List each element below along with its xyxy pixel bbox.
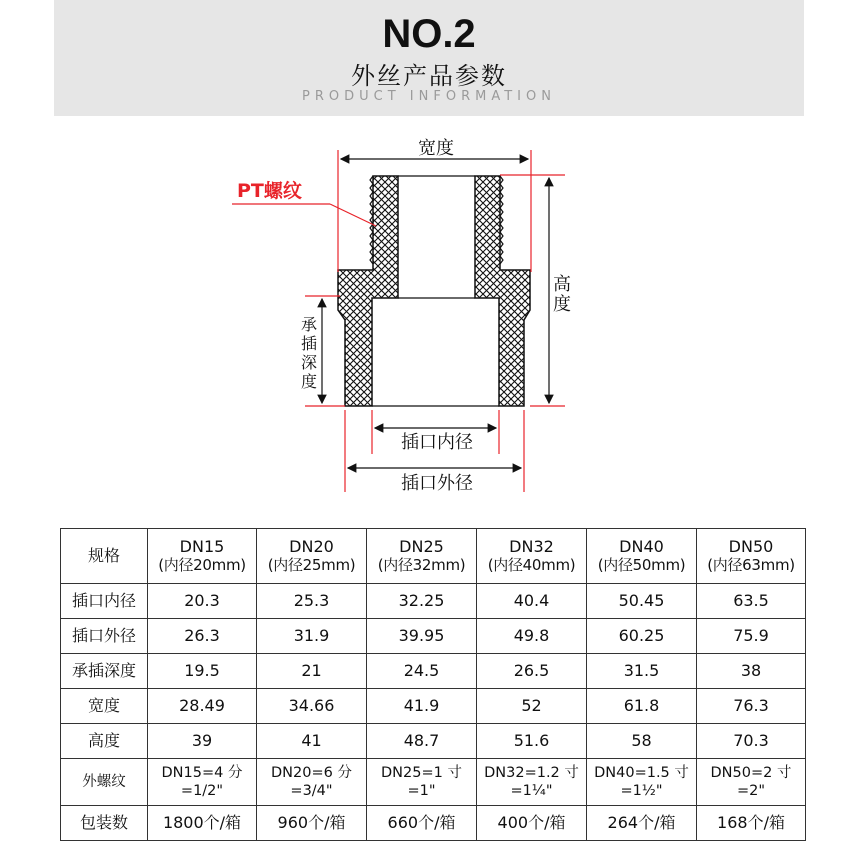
table-row (61, 724, 806, 759)
column-dn: DN32 (509, 537, 554, 556)
table-row (61, 654, 806, 689)
column-bore: (内径32mm) (377, 556, 466, 574)
table-cell: 26.3 (148, 619, 257, 654)
thread-size: DN20=6 分 (271, 765, 352, 781)
table-cell: 400个/箱 (477, 806, 587, 841)
table-cell (587, 759, 697, 806)
column-header (587, 529, 697, 584)
column-dn: DN20 (289, 537, 334, 556)
column-bore: (内径25mm) (267, 556, 356, 574)
row-label: 承插深度 (61, 654, 148, 689)
column-dn: DN40 (619, 537, 664, 556)
thread-size: DN15=4 分 (161, 765, 243, 781)
column-bore: (内径40mm) (487, 556, 576, 574)
table-cell (477, 759, 587, 806)
table-cell: 31.5 (587, 654, 697, 689)
spec-table (60, 528, 806, 841)
table-cell: 39.95 (367, 619, 477, 654)
depth-label-4: 度 (300, 372, 318, 391)
column-bore: (内径50mm) (597, 556, 686, 574)
table-cell (367, 759, 477, 806)
fitting-cross-section-diagram (0, 116, 857, 516)
table-cell: 75.9 (697, 619, 806, 654)
table-row (61, 584, 806, 619)
table-cell: 31.9 (257, 619, 367, 654)
table-cell: 26.5 (477, 654, 587, 689)
table-cell: 28.49 (148, 689, 257, 724)
table-cell: 24.5 (367, 654, 477, 689)
depth-label-1: 承 (300, 315, 318, 334)
table-cell: 70.3 (697, 724, 806, 759)
table-cell: 50.45 (587, 584, 697, 619)
thread-size: DN50=2 寸 (710, 765, 792, 781)
table-cell (257, 759, 367, 806)
outer-diameter-label: 插口外径 (401, 473, 473, 494)
table-cell: 20.3 (148, 584, 257, 619)
table-cell: 1800个/箱 (148, 806, 257, 841)
thread-size: DN25=1 寸 (381, 765, 462, 781)
column-bore: (内径63mm) (707, 556, 795, 574)
column-bore: (内径20mm) (158, 556, 246, 574)
table-cell: 76.3 (697, 689, 806, 724)
table-cell: 60.25 (587, 619, 697, 654)
table-cell: 32.25 (367, 584, 477, 619)
depth-label-2: 插 (300, 334, 318, 353)
table-cell: 41 (257, 724, 367, 759)
column-dn: DN25 (399, 537, 444, 556)
table-cell: 21 (257, 654, 367, 689)
table-cell: 660个/箱 (367, 806, 477, 841)
table-cell (697, 759, 806, 806)
row-label: 高度 (61, 724, 148, 759)
table-row-thread (61, 759, 806, 806)
table-cell: 38 (697, 654, 806, 689)
row-label: 插口内径 (61, 584, 148, 619)
table-header-row (61, 529, 806, 584)
inner-diameter-label: 插口内径 (401, 432, 473, 453)
corner-cell: 规格 (61, 529, 148, 584)
table-cell: 960个/箱 (257, 806, 367, 841)
height-label-1: 高 (553, 274, 571, 295)
width-label: 宽度 (418, 138, 454, 159)
table-cell: 48.7 (367, 724, 477, 759)
thread-size: DN32=1.2 寸 (484, 765, 579, 781)
thread-inch: =1¼" (510, 783, 553, 799)
column-header (477, 529, 587, 584)
column-header (148, 529, 257, 584)
column-header (367, 529, 477, 584)
table-cell: 25.3 (257, 584, 367, 619)
thread-inch: =3/4" (290, 783, 333, 799)
height-label-2: 度 (553, 294, 571, 315)
row-label: 包装数 (61, 806, 148, 841)
column-dn: DN15 (179, 537, 225, 556)
table-cell: 168个/箱 (697, 806, 806, 841)
fitting-body (338, 176, 530, 406)
table-cell: 49.8 (477, 619, 587, 654)
thread-label: PT螺纹 (237, 180, 302, 202)
header-banner (54, 0, 804, 116)
table-cell: 264个/箱 (587, 806, 697, 841)
page-subtitle: 外丝产品参数 (351, 62, 507, 90)
table-row (61, 619, 806, 654)
table-cell: 34.66 (257, 689, 367, 724)
table-row (61, 689, 806, 724)
thread-inch: =1/2" (180, 783, 224, 799)
column-header (697, 529, 806, 584)
table-cell: 58 (587, 724, 697, 759)
table-cell (148, 759, 257, 806)
row-label: 外螺纹 (61, 759, 148, 806)
table-cell: 40.4 (477, 584, 587, 619)
row-label: 宽度 (61, 689, 148, 724)
table-cell: 41.9 (367, 689, 477, 724)
table-cell: 63.5 (697, 584, 806, 619)
row-label: 插口外径 (61, 619, 148, 654)
thread-inch: =2" (736, 783, 766, 799)
table-cell: 19.5 (148, 654, 257, 689)
column-header (257, 529, 367, 584)
column-dn: DN50 (728, 537, 774, 556)
page-subtitle-en: PRODUCT INFORMATION (302, 89, 556, 104)
depth-label-3: 深 (300, 353, 318, 372)
thread-inch: =1" (407, 783, 436, 799)
table-cell: 61.8 (587, 689, 697, 724)
thread-inch: =1½" (620, 783, 663, 799)
thread-size: DN40=1.5 寸 (594, 765, 689, 781)
table-cell: 52 (477, 689, 587, 724)
table-cell: 39 (148, 724, 257, 759)
table-cell: 51.6 (477, 724, 587, 759)
page-title: NO.2 (382, 12, 476, 56)
table-row-package (61, 806, 806, 841)
